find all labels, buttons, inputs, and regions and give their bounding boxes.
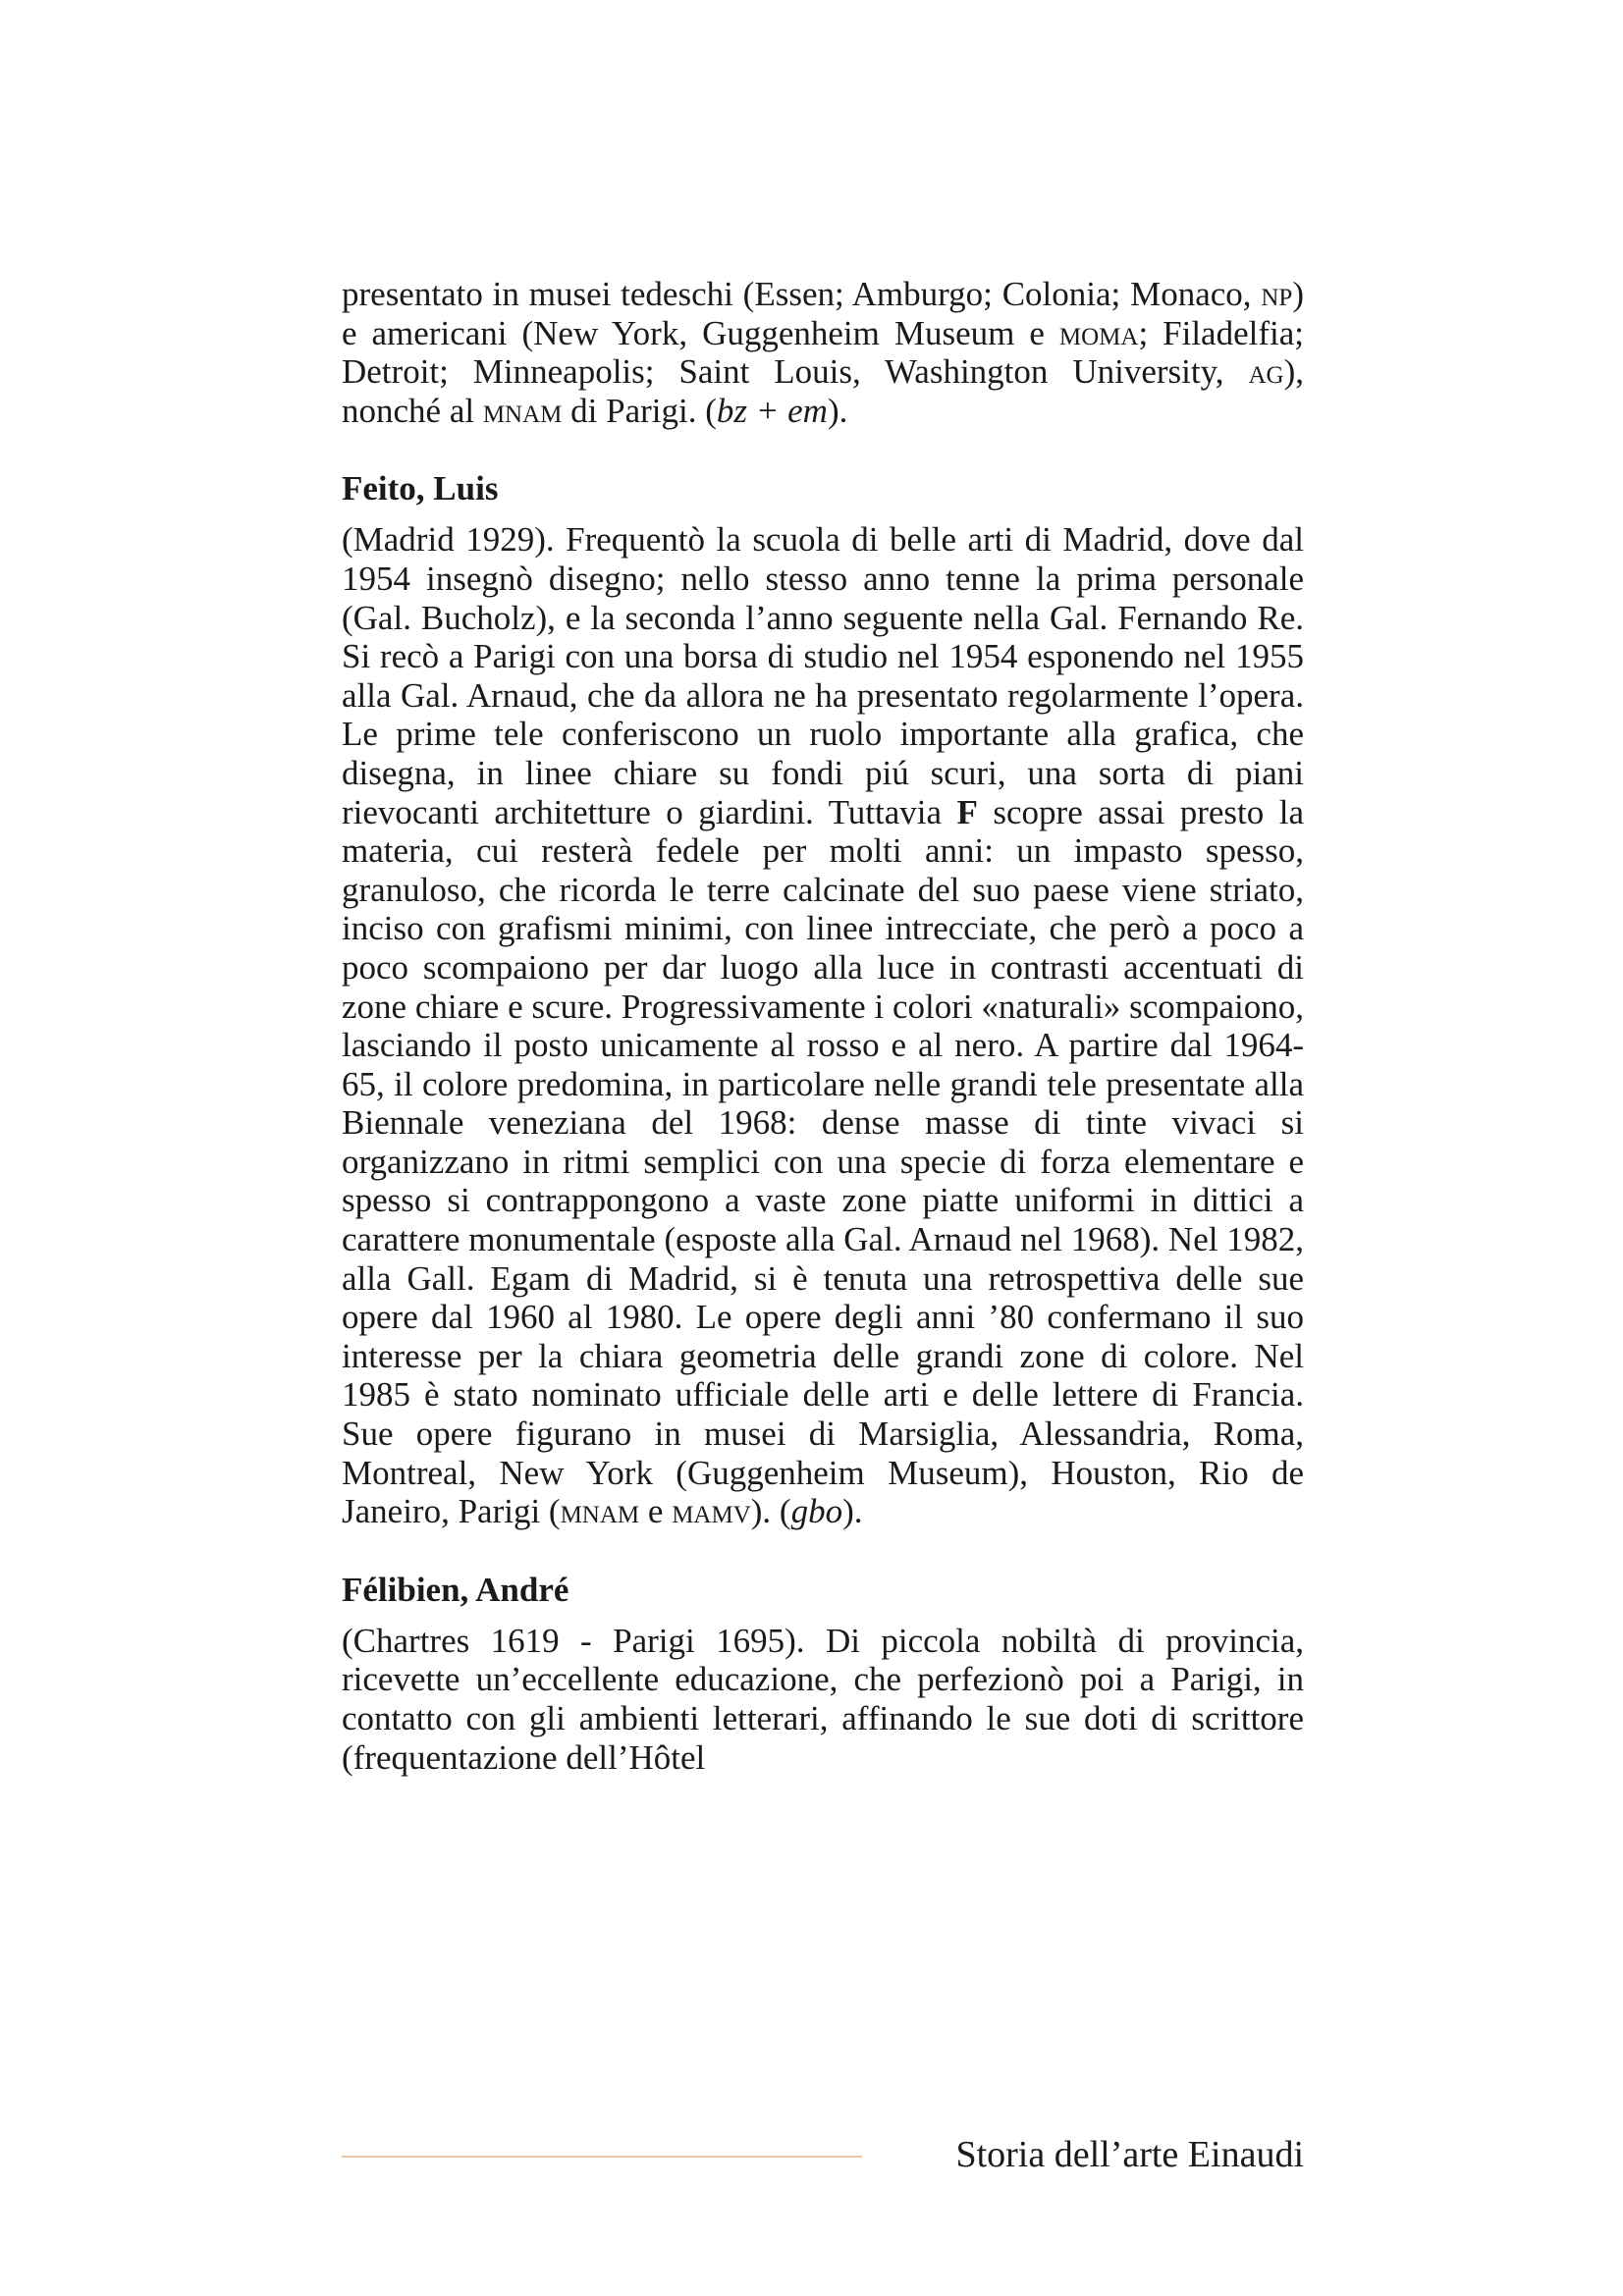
page-footer — [342, 2130, 1304, 2189]
text-run: ), nonché al — [342, 352, 1304, 430]
text-run: presentato in musei tedeschi (Essen; Amburgo; Colonia; Monaco, — [342, 275, 1262, 313]
abbr-np: np — [1261, 275, 1293, 313]
entry-title-feito: Feito, Luis — [342, 469, 499, 508]
entry-body-feito — [342, 520, 1304, 1530]
footer-publication-title: Storia dell’arte Einaudi — [955, 2134, 1304, 2175]
entry-body-felibien: (Chartres 1619 - Parigi 1695). Di piccola nobiltà di provincia, ricevette un’eccellente educazione, che perfezionò poi a Parigi, in contatto con gli ambienti letterari, affinando le sue doti di scrittore (frequentazione dell’Hôtel — [342, 1621, 1304, 1777]
abbr-mnam: mnam — [560, 1492, 640, 1531]
text-run: di Parigi. ( — [562, 391, 717, 430]
text-run: (Madrid 1929). Frequentò la scuola di belle arti di Madrid, dove dal 1954 insegnò disegno; nello stesso anno tenne la prima personale (Gal. Bucholz), e la seconda l’anno seguente nella Gal. Fernando Re. Si recò a Parigi con una borsa di studio nel 1954 esponendo nel 1955 alla Gal. Arnaud, che da allora ne ha presentato regolarmente l’opera. Le prime tele conferiscono un ruolo importante alla grafica, che disegna, in linee chiare su fondi piú scuri, una sorta di piani rievocanti architetture o giardini. Tuttavia — [342, 520, 1304, 831]
text-run: ). ( — [750, 1492, 791, 1531]
footer-rule — [342, 2156, 862, 2158]
author-initials: gbo — [790, 1492, 843, 1531]
abbr-moma: moma — [1058, 313, 1139, 352]
text-run: ; Filadelfia; Detroit; Minneapolis; Saint Louis, Washington University, — [342, 313, 1304, 392]
text-run: scopre assai presto la materia, cui resterà fedele per molti anni: un impasto spesso, granuloso, che ricorda le terre calcinate del suo paese viene striato, inciso con grafismi minimi, con linee intrecciate, che però a poco a poco scompaiono per dar luogo alla luce in contrasti accentuati di zone chiare e scure. Progressivamente i colori «naturali» scompaiono, lasciando il posto unicamente al rosso e al nero. A partire dal 1964-65, il colore predomina, in particolare nelle grandi tele presentate alla Biennale veneziana del 1968: dense masse di tinte vivaci si organizzano in ritmi semplici con una specie di forza elementare e spesso si contrappongono a vaste zone piatte uniformi in dittici a carattere monumentale (esposte alla Gal. Arnaud nel 1968). Nel 1982, alla Gall. Egam di Madrid, si è tenuta una retrospettiva delle sue opere dal 1960 al 1980. Le opere degli anni ’80 confermano il suo interesse per la chiara geometria delle grandi zone di colore. Nel 1985 è stato nominato ufficiale delle arti e delle lettere di Francia. Sue opere figurano in musei di Marsiglia, Alessandria, Roma, Montreal, New York (Guggenheim Museum), Houston, Rio de Janeiro, Parigi ( — [342, 792, 1304, 1531]
text-run: e — [639, 1492, 673, 1531]
page-content — [342, 275, 1304, 1777]
abbr-mamv: mamv — [672, 1492, 751, 1531]
abbr-ag: ag — [1248, 352, 1284, 392]
subject-initial: F — [956, 792, 978, 831]
entry-title-felibien: Félibien, André — [342, 1570, 569, 1609]
text-run: ). — [842, 1492, 863, 1531]
text-run: ). — [827, 391, 848, 430]
author-initials: bz + em — [716, 391, 828, 430]
continuation-paragraph — [342, 275, 1304, 430]
text-run: ) e americani (New York, Guggenheim Museum e — [342, 275, 1304, 352]
abbr-mnam: mnam — [482, 391, 563, 430]
